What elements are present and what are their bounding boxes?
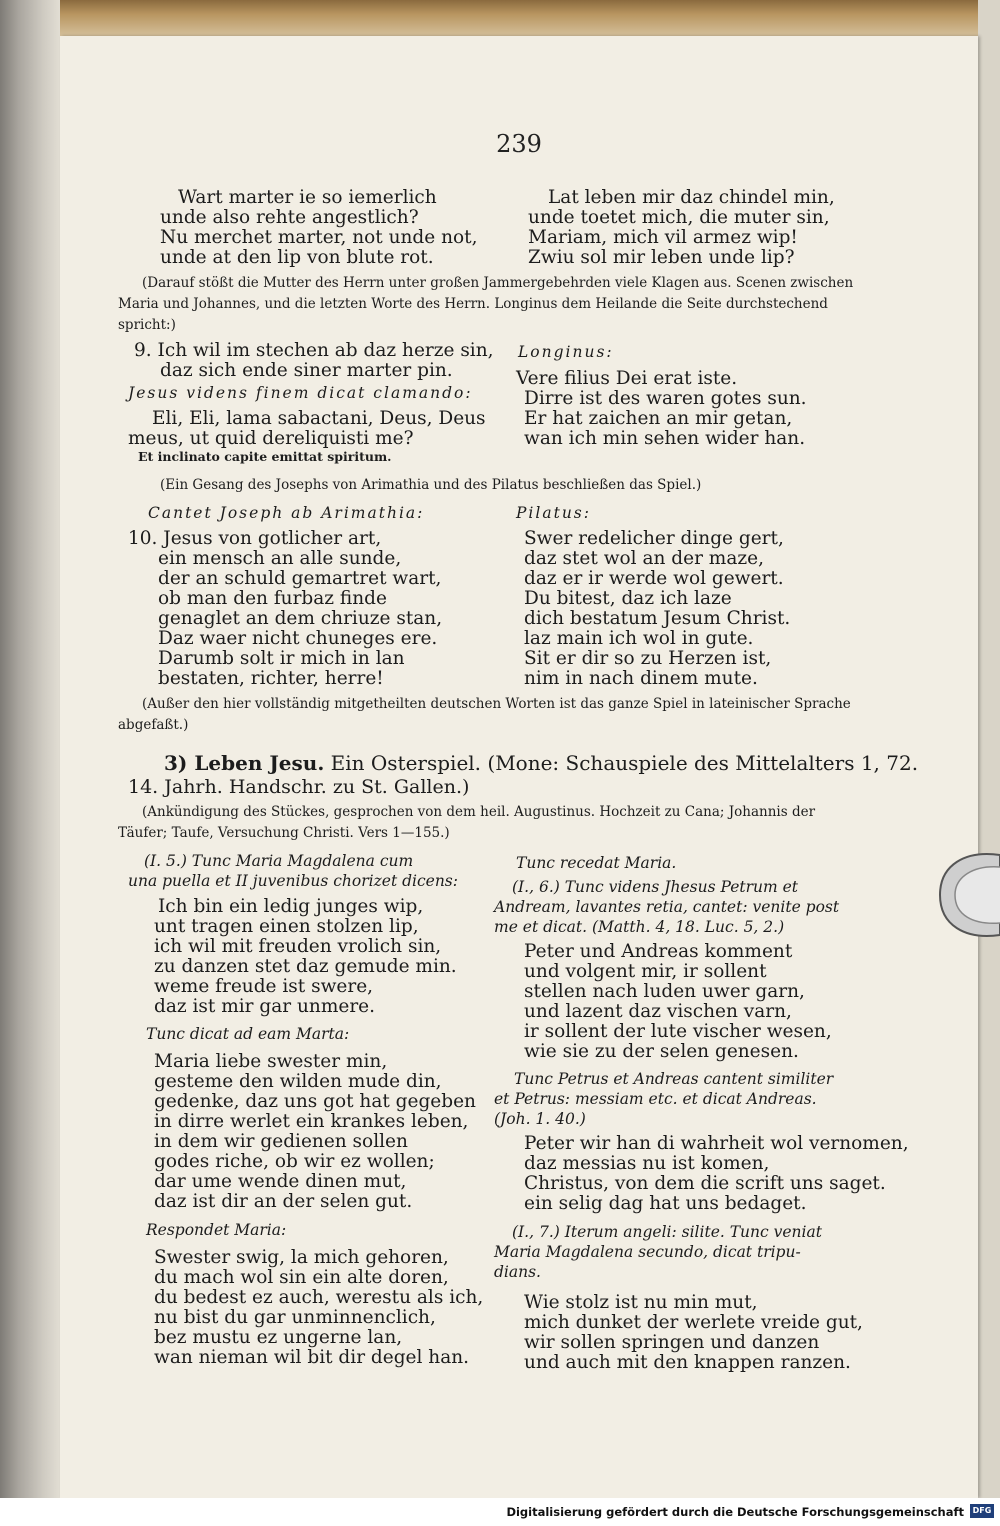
page-number: 239 (496, 130, 542, 158)
verse-line: Ich bin ein ledig junges wip, (158, 896, 424, 917)
verse-line: nu bist du gar unminnenclich, (154, 1307, 436, 1328)
verse-line: unde toetet mich, die muter sin, (528, 207, 830, 228)
latin-line: Eli, Eli, lama sabactani, Deus, Deus (152, 408, 486, 429)
stage-note: abgefaßt.) (118, 717, 189, 733)
stage-note: (Außer den hier vollständig mitgetheilten deutschen Worten ist das ganze Spiel in lateinischer Sprache (142, 696, 851, 712)
verse-line: wie sie zu der selen genesen. (524, 1041, 799, 1062)
verse-line: 10. Jesus von gotlicher art, (128, 528, 382, 549)
rubric: Tunc Petrus et Andreas cantent similiter (514, 1070, 834, 1088)
footer-bar (0, 1498, 1000, 1526)
stage-note: spricht:) (118, 317, 176, 333)
page-clip-icon (905, 835, 1000, 955)
verse-line: du mach wol sin ein alte doren, (154, 1267, 449, 1288)
rubric: Maria Magdalena secundo, dicat tripu- (494, 1243, 801, 1261)
verse-line: und auch mit den knappen ranzen. (524, 1352, 851, 1373)
verse-line: mich dunket der werlete vreide gut, (524, 1312, 863, 1333)
verse-line: godes riche, ob wir ez wollen; (154, 1151, 435, 1172)
verse-line: dich bestatum Jesum Christ. (524, 608, 791, 629)
rubric: (I., 7.) Iterum angeli: silite. Tunc veniat (512, 1223, 822, 1241)
verse-line: in dem wir gedienen sollen (154, 1131, 408, 1152)
verse-line: bez mustu ez ungerne lan, (154, 1327, 403, 1348)
verse-line: Nu merchet marter, not unde not, (160, 227, 478, 248)
verse-line: ir sollent der lute vischer wesen, (524, 1021, 832, 1042)
verse-line: Swer redelicher dinge gert, (524, 528, 784, 549)
verse-line: wir sollen springen und danzen (524, 1332, 820, 1353)
verse-line: bestaten, richter, herre! (158, 668, 384, 689)
book-top-edge (60, 0, 978, 40)
rubric: Tunc dicat ad eam Marta: (146, 1025, 350, 1043)
latin-line: Vere filius Dei erat iste. (516, 368, 738, 389)
rubric: Tunc recedat Maria. (516, 854, 677, 872)
rubric: Andream, lavantes retia, cantet: venite post (494, 898, 840, 916)
verse-line: Peter und Andreas komment (524, 941, 793, 962)
rubric: Jesus videns finem dicat clamando: (128, 384, 473, 402)
section-heading-line: 14. Jahrh. Handschr. zu St. Gallen.) (128, 776, 470, 798)
verse-line: dar ume wende dinen mut, (154, 1171, 407, 1192)
verse-line: in dirre werlet ein krankes leben, (154, 1111, 469, 1132)
verse-line: daz ist dir an der selen gut. (154, 1191, 413, 1212)
section-heading-title: 3) Leben Jesu. (164, 751, 325, 775)
verse-line: weme freude ist swere, (154, 976, 374, 997)
rubric: (I., 6.) Tunc videns Jhesus Petrum et (512, 878, 799, 896)
verse-line: daz messias nu ist komen, (524, 1153, 770, 1174)
verse-line: Daz waer nicht chuneges ere. (158, 628, 438, 649)
stage-note: (Ein Gesang des Josephs von Arimathia und des Pilatus beschließen das Spiel.) (160, 477, 702, 493)
verse-line: Wart marter ie so iemerlich (178, 187, 437, 208)
latin-line: meus, ut quid dereliquisti me? (128, 428, 414, 449)
speaker-label: Longinus: (518, 343, 614, 361)
verse-line: ein mensch an alle sunde, (158, 548, 402, 569)
rubric: me et dicat. (Matth. 4, 18. Luc. 5, 2.) (494, 918, 785, 936)
book-page (60, 36, 978, 1498)
stage-note: (Ankündigung des Stückes, gesprochen von dem heil. Augustinus. Hochzeit zu Cana; Johannis der (142, 804, 816, 820)
verse-line: Mariam, mich vil armez wip! (528, 227, 798, 248)
verse-line: stellen nach luden uwer garn, (524, 981, 805, 1002)
verse-line: du bedest ez auch, werestu als ich, (154, 1287, 484, 1308)
funding-credit: Digitalisierung gefördert durch die Deutsche Forschungsgemeinschaft (506, 1505, 964, 1519)
verse-line: Du bitest, daz ich laze (524, 588, 732, 609)
verse-line: und lazent daz vischen varn, (524, 1001, 792, 1022)
rubric: (I. 5.) Tunc Maria Magdalena cum (144, 852, 414, 870)
verse-line: unt tragen einen stolzen lip, (154, 916, 419, 937)
verse-line: daz sich ende siner marter pin. (160, 360, 453, 381)
verse-line: daz er ir werde wol gewert. (524, 568, 784, 589)
verse-line: Zwiu sol mir leben unde lip? (528, 247, 795, 268)
stage-note: Maria und Johannes, und die letzten Worte des Herrn. Longinus dem Heilande die Seite durchstechend (118, 296, 828, 312)
verse-line: und volgent mir, ir sollent (524, 961, 767, 982)
verse-line: nim in nach dinem mute. (524, 668, 758, 689)
verse-line: daz ist mir gar unmere. (154, 996, 375, 1017)
rubric: una puella et II juvenibus chorizet dicens: (128, 872, 458, 890)
verse-line: Lat leben mir daz chindel min, (548, 187, 835, 208)
section-heading-source: Ein Osterspiel. (Mone: Schauspiele des Mittelalters 1, 72. (330, 751, 919, 775)
verse-line: ob man den furbaz finde (158, 588, 387, 609)
rubric: dians. (494, 1263, 541, 1281)
verse-line: Sit er dir so zu Herzen ist, (524, 648, 772, 669)
verse-line: zu danzen stet daz gemude min. (154, 956, 457, 977)
verse-line: unde at den lip von blute rot. (160, 247, 434, 268)
stage-direction: Et inclinato capite emittat spiritum. (138, 449, 392, 464)
verse-line: Wie stolz ist nu min mut, (524, 1292, 758, 1313)
stage-note: (Darauf stößt die Mutter des Herrn unter großen Jammergebehrden viele Klagen aus. Scenen zwischen (142, 275, 854, 291)
verse-line: Dirre ist des waren gotes sun. (524, 388, 807, 409)
verse-line: Darumb solt ir mich in lan (158, 648, 405, 669)
speaker-label: Pilatus: (516, 504, 591, 522)
verse-line: 9. Ich wil im stechen ab daz herze sin, (134, 340, 494, 361)
stage-note: Täufer; Taufe, Versuchung Christi. Vers 1—155.) (118, 825, 450, 841)
rubric: et Petrus: messiam etc. et dicat Andreas. (494, 1090, 817, 1108)
verse-line: gedenke, daz uns got hat gegeben (154, 1091, 476, 1112)
verse-line: laz main ich wol in gute. (524, 628, 754, 649)
verse-line: Christus, von dem die scrift uns saget. (524, 1173, 886, 1194)
rubric: (Joh. 1. 40.) (494, 1110, 586, 1128)
book-gutter (0, 0, 62, 1526)
verse-line: wan ich min sehen wider han. (524, 428, 806, 449)
verse-line: gesteme den wilden mude din, (154, 1071, 442, 1092)
rubric: Respondet Maria: (146, 1221, 287, 1239)
verse-line: der an schuld gemartret wart, (158, 568, 442, 589)
verse-line: wan nieman wil bit dir degel han. (154, 1347, 470, 1368)
verse-line: Er hat zaichen an mir getan, (524, 408, 793, 429)
verse-line: Swester swig, la mich gehoren, (154, 1247, 449, 1268)
verse-line: ich wil mit freuden vrolich sin, (154, 936, 442, 957)
verse-line: Maria liebe swester min, (154, 1051, 388, 1072)
verse-line: Peter wir han di wahrheit wol vernomen, (524, 1133, 909, 1154)
section-heading (164, 753, 918, 773)
verse-line: ein selig dag hat uns bedaget. (524, 1193, 807, 1214)
verse-line: genaglet an dem chriuze stan, (158, 608, 443, 629)
verse-line: daz stet wol an der maze, (524, 548, 764, 569)
dfg-logo: DFG (970, 1504, 994, 1518)
verse-line: unde also rehte angestlich? (160, 207, 419, 228)
rubric: Cantet Joseph ab Arimathia: (148, 504, 425, 522)
